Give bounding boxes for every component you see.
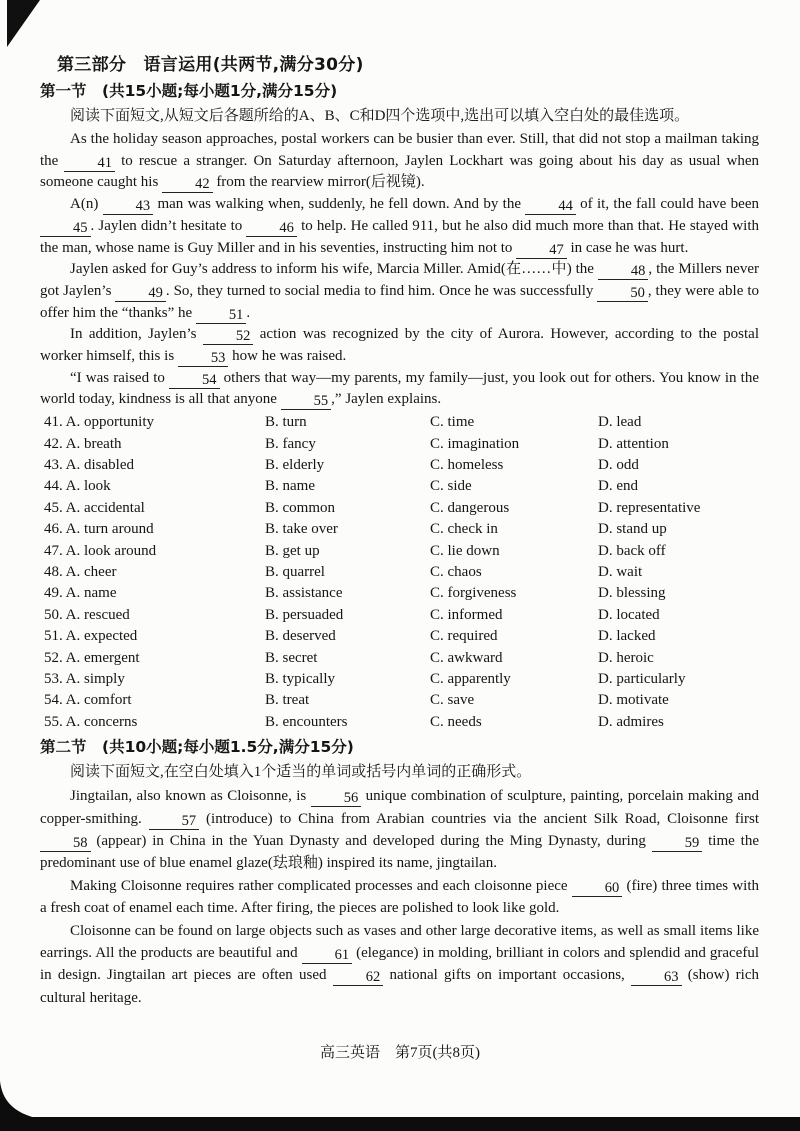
- blank-62: 62: [333, 970, 384, 986]
- blank-61: 61: [302, 948, 353, 964]
- option-44C: C. side: [430, 478, 472, 495]
- blank-42: 42: [162, 177, 213, 193]
- option-54C: C. save: [430, 692, 475, 709]
- gapfill-passage: [40, 785, 759, 1009]
- option-41A: 41. A. opportunity: [44, 414, 155, 431]
- blank-44: 44: [525, 199, 576, 215]
- option-42A: 42. A. breath: [44, 435, 122, 452]
- option-50A: 50. A. rescued: [44, 606, 130, 623]
- option-53A: 53. A. simply: [44, 671, 125, 688]
- option-44B: B. name: [265, 478, 315, 495]
- blank-51: 51: [196, 308, 247, 324]
- option-53C: C. apparently: [430, 671, 511, 688]
- blank-52: 52: [203, 329, 254, 345]
- option-46C: C. check in: [430, 521, 498, 538]
- blank-53: 53: [178, 351, 229, 367]
- option-45D: D. representative: [598, 499, 701, 516]
- question-row-46: [44, 519, 759, 540]
- blank-43: 43: [103, 199, 154, 215]
- option-55C: C. needs: [430, 713, 482, 730]
- blank-58: 58: [40, 836, 91, 852]
- question-row-47: [44, 541, 759, 562]
- blank-50: 50: [597, 286, 648, 302]
- option-50B: B. persuaded: [265, 606, 344, 623]
- question-row-41: [44, 412, 759, 433]
- option-55A: 55. A. concerns: [44, 713, 138, 730]
- blank-46: 46: [246, 221, 297, 237]
- option-49C: C. forgiveness: [430, 585, 517, 602]
- option-47C: C. lie down: [430, 542, 500, 559]
- option-46B: B. take over: [265, 521, 338, 538]
- section1-instruction: 阅读下面短文,从短文后各题所给的A、B、C和D四个选项中,选出可以填入空白处的最佳选项。: [70, 108, 690, 124]
- section2-title: 第二节 (共10小题;每小题1.5分,满分15分): [40, 738, 354, 757]
- blank-48: 48: [598, 264, 649, 280]
- option-41C: C. time: [430, 414, 475, 431]
- blank-56: 56: [311, 791, 362, 807]
- passage-paragraph: Cloisonne can be found on large objects such as vases and other large decorative items, as well as small items like earrings. All the products are beautiful and 61 (elegance) in molding, brilliant in colors and splendid and graceful in design. Jingtailan art pieces are often used 62 national gifts on important occasions, 63 (show) rich cultural heritage.: [40, 922, 760, 1006]
- blank-59: 59: [652, 836, 703, 852]
- option-52D: D. heroic: [598, 649, 654, 666]
- option-49A: 49. A. name: [44, 585, 117, 602]
- option-45A: 45. A. accidental: [44, 499, 145, 516]
- blank-55: 55: [281, 394, 332, 410]
- option-51C: C. required: [430, 628, 498, 645]
- option-50C: C. informed: [430, 606, 503, 623]
- question-row-54: [44, 690, 759, 711]
- option-47A: 47. A. look around: [44, 542, 157, 559]
- option-43C: C. homeless: [430, 456, 504, 473]
- blank-45: 45: [40, 221, 91, 237]
- blank-41: 41: [64, 156, 115, 172]
- option-55B: B. encounters: [265, 713, 348, 730]
- option-54A: 54. A. comfort: [44, 692, 132, 709]
- option-49D: D. blessing: [598, 585, 666, 602]
- blank-54: 54: [169, 373, 220, 389]
- option-52C: C. awkward: [430, 649, 503, 666]
- passage-paragraph: “I was raised to 54 others that way—my parents, my family—just, you look out for others. You know in the world today, kindness is all that anyone 55 ,” Jaylen explains.: [40, 369, 760, 410]
- option-48C: C. chaos: [430, 563, 482, 580]
- passage-paragraph: Making Cloisonne requires rather complicated processes and each cloisonne piece 60 (fire) three times with a fresh coat of enamel each time. After firing, the pieces are polished to look like gold.: [40, 877, 759, 917]
- passage-paragraph: In addition, Jaylen’s 52 action was recognized by the city of Aurora. However, according to the postal worker himself, this is 53 how he was raised.: [40, 326, 759, 367]
- cloze-options-table: [44, 412, 759, 733]
- option-52A: 52. A. emergent: [44, 649, 140, 666]
- option-54D: D. motivate: [598, 692, 669, 709]
- scan-bottom-bar-artifact: [0, 1117, 800, 1131]
- option-46D: D. stand up: [598, 521, 667, 538]
- passage-paragraph: As the holiday season approaches, postal workers can be busier than ever. Still, that did not stop a mailman taking the 41 to rescue a stranger. On Saturday afternoon, Jaylen Lockhart was going about his day as usual when someone caught his 42 from the rearview mirror(后视镜).: [40, 131, 759, 193]
- option-45B: B. common: [265, 499, 335, 516]
- question-row-49: [44, 583, 759, 604]
- option-42B: B. fancy: [265, 435, 316, 452]
- option-47D: D. back off: [598, 542, 666, 559]
- blank-47: 47: [516, 243, 567, 259]
- option-42C: C. imagination: [430, 435, 520, 452]
- question-row-44: [44, 476, 759, 497]
- page-content: [40, 52, 759, 1009]
- option-47B: B. get up: [265, 542, 320, 559]
- option-55D: D. admires: [598, 713, 664, 730]
- question-row-55: [44, 712, 759, 733]
- option-54B: B. treat: [265, 692, 310, 709]
- cloze-passage: [40, 129, 759, 411]
- option-44A: 44. A. look: [44, 478, 111, 495]
- option-48B: B. quarrel: [265, 563, 325, 580]
- option-50D: D. located: [598, 606, 660, 623]
- option-41B: B. turn: [265, 414, 307, 431]
- blank-63: 63: [631, 970, 682, 986]
- option-43B: B. elderly: [265, 456, 325, 473]
- option-44D: D. end: [598, 478, 638, 495]
- blank-49: 49: [115, 286, 166, 302]
- part3-title: 第三部分 语言运用(共两节,满分30分): [57, 55, 364, 75]
- page-footer: 高三英语 第7页(共8页): [320, 1045, 480, 1061]
- question-row-48: [44, 562, 759, 583]
- option-51A: 51. A. expected: [44, 628, 138, 645]
- option-43A: 43. A. disabled: [44, 456, 134, 473]
- option-48A: 48. A. cheer: [44, 563, 117, 580]
- question-row-52: [44, 648, 759, 669]
- question-row-43: [44, 455, 759, 476]
- section2-instruction: 阅读下面短文,在空白处填入1个适当的单词或括号内单词的正确形式。: [70, 764, 532, 781]
- option-53D: D. particularly: [598, 671, 686, 688]
- scan-corner-artifact: [7, 0, 40, 47]
- option-46A: 46. A. turn around: [44, 521, 154, 538]
- option-42D: D. attention: [598, 435, 669, 452]
- option-43D: D. odd: [598, 456, 639, 473]
- question-row-53: [44, 669, 759, 690]
- question-row-45: [44, 498, 759, 519]
- passage-paragraph: Jingtailan, also known as Cloisonne, is 56 unique combination of sculpture, painting, porcelain making and copper-smithing. 57 (introduce) to China from Arabian countries via the ancient Silk Road, Cloisonne first 58 (appear) in China in the Yuan Dynasty and developed during the Ming Dynasty, during 59 time the predominant use of blue enamel glaze(珐琅釉) inspired its name, jingtailan.: [40, 788, 759, 872]
- option-49B: B. assistance: [265, 585, 343, 602]
- option-41D: D. lead: [598, 414, 642, 431]
- option-48D: D. wait: [598, 563, 643, 580]
- blank-60: 60: [572, 881, 623, 897]
- option-51B: B. deserved: [265, 628, 336, 645]
- blank-57: 57: [149, 814, 200, 830]
- question-row-50: [44, 605, 759, 626]
- question-row-51: [44, 626, 759, 647]
- option-52B: B. secret: [265, 649, 318, 666]
- scan-wedge-artifact: [0, 1081, 40, 1119]
- question-row-42: [44, 434, 759, 455]
- passage-paragraph: Jaylen asked for Guy’s address to inform his wife, Marcia Miller. Amid(在……中) the 48 , the Millers never got Jaylen’s 49 . So, they turned to social media to find him. Once he was successfully 50 , they were able to offer him the “thanks” he 51 .: [40, 261, 759, 323]
- option-53B: B. typically: [265, 671, 335, 688]
- option-45C: C. dangerous: [430, 499, 510, 516]
- section1-title: 第一节 (共15小题;每小题1分,满分15分): [40, 82, 338, 100]
- option-51D: D. lacked: [598, 628, 656, 645]
- passage-paragraph: A(n) 43 man was walking when, suddenly, he fell down. And by the 44 of it, the fall could have been 45 . Jaylen didn’t hesitate to 46 to help. He called 911, but he also did much more than that. He stayed with the man, whose name is Guy Miller and in his seventies, instructing him not to 47 in case he was hurt.: [40, 196, 759, 258]
